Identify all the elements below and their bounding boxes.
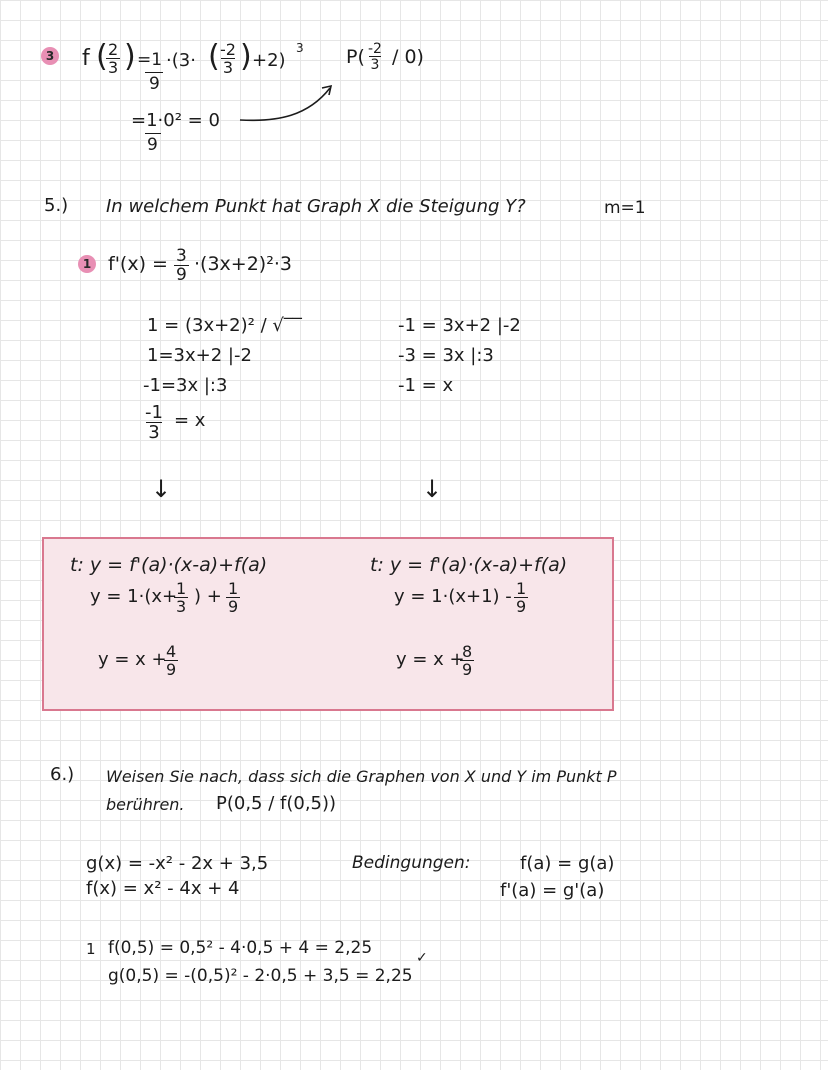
result-line: =1·0² = 0: [131, 110, 220, 131]
denominator: 3: [108, 58, 119, 77]
tangent-left-frac-2: [226, 581, 240, 615]
tangent-left-formula: t: y = f'(a)·(x-a)+f(a): [70, 554, 268, 576]
numerator: 4: [166, 642, 177, 661]
conditions-label: Bedingungen:: [352, 853, 471, 873]
function-label: f: [82, 46, 90, 71]
numerator: -1: [145, 402, 163, 423]
derivative-coefficient: [174, 248, 189, 284]
left-down-arrow: ↓: [151, 475, 172, 503]
denominator: 3: [176, 597, 187, 616]
section-number-6: 6.): [50, 764, 75, 785]
derivative-prefix: f'(x) =: [108, 253, 168, 275]
point-fraction: [366, 42, 384, 72]
denominator: 9: [228, 597, 239, 616]
right-step-2: -3 = 3x |:3: [398, 345, 494, 366]
paren-open: (: [96, 39, 108, 74]
denominator: 3: [370, 57, 380, 73]
numerator: 1: [176, 579, 187, 598]
given-slope: m=1: [604, 198, 646, 218]
section-6-point: P(0,5 / f(0,5)): [216, 793, 337, 814]
tangent-left-eq-mid: ) +: [194, 586, 222, 607]
inner-fraction: [218, 42, 238, 76]
paren-open-inner: (: [208, 39, 220, 74]
left-result-fraction: [143, 404, 165, 442]
denominator: 9: [462, 660, 473, 679]
numerator: 3: [176, 246, 187, 266]
right-down-arrow: ↓: [422, 475, 443, 503]
expression-dot-paren: ·(3·: [166, 50, 196, 71]
paren-close-inner: ): [240, 39, 252, 74]
result-line-denominator: 9: [147, 135, 158, 155]
left-step-1: 1 = (3x+2)² / √‾‾: [147, 315, 302, 336]
condition-2: f'(a) = g'(a): [500, 880, 605, 901]
tangent-right-formula: t: y = f'(a)·(x-a)+f(a): [370, 554, 568, 576]
right-step-3: -1 = x: [398, 375, 454, 396]
argument-fraction: [106, 42, 120, 76]
left-step-3: -1=3x |:3: [143, 375, 228, 396]
denominator: 3: [222, 58, 234, 77]
g-definition: g(x) = -x² - 2x + 3,5: [86, 853, 269, 874]
section-number-5: 5.): [44, 195, 69, 216]
denominator: 3: [148, 422, 160, 443]
f-definition: f(x) = x² - 4x + 4: [86, 878, 240, 899]
tangent-right-result-prefix: y = x +: [396, 649, 465, 670]
numerator: 1: [516, 579, 527, 598]
step-badge-1: 1: [78, 255, 96, 273]
calc-step-number: 1: [86, 940, 96, 958]
exponent: 3: [296, 41, 304, 55]
tangent-right-result-fraction: [460, 644, 474, 678]
condition-1: f(a) = g(a): [520, 853, 615, 874]
section-6-prompt-line-2: berühren.: [106, 795, 185, 814]
coefficient-bar: [145, 72, 163, 73]
numerator: 8: [462, 642, 473, 661]
left-step-2: 1=3x+2 |-2: [147, 345, 252, 366]
paren-close: ): [124, 39, 136, 74]
coefficient-denominator: 9: [149, 74, 160, 94]
section-5-question: In welchem Punkt hat Graph X die Steigung Y?: [106, 196, 526, 217]
denominator: 9: [166, 660, 177, 679]
right-step-1: -1 = 3x+2 |-2: [398, 315, 521, 336]
tangent-left-frac-1: [174, 581, 188, 615]
tangent-left-result-fraction: [164, 644, 178, 678]
denominator: 9: [176, 265, 187, 285]
numerator: -2: [220, 40, 236, 59]
denominator: 9: [516, 597, 527, 616]
derivative-suffix: ·(3x+2)²·3: [194, 253, 292, 275]
result-arrow: [238, 80, 338, 130]
tangent-right-eq-prefix: y = 1·(x+1) -: [394, 586, 512, 607]
plus-two: +2): [252, 50, 286, 71]
numerator: 1: [228, 579, 239, 598]
point-prefix: P(: [346, 46, 365, 68]
tangent-left-result-prefix: y = x +: [98, 649, 167, 670]
left-result-suffix: = x: [174, 410, 206, 431]
numerator: -2: [368, 41, 382, 57]
check-mark: ✓: [416, 950, 428, 966]
section-6-prompt-line-1: Weisen Sie nach, dass sich die Graphen von X und Y im Punkt P: [106, 767, 617, 786]
step-badge-3: 3: [41, 47, 59, 65]
equals-one: =1: [137, 50, 163, 70]
calc-g-value: g(0,5) = -(0,5)² - 2·0,5 + 3,5 = 2,25: [108, 966, 413, 986]
numerator: 2: [108, 40, 119, 59]
tangent-left-eq-prefix: y = 1·(x+: [90, 586, 178, 607]
tangent-right-frac: [514, 581, 528, 615]
calc-f-value: f(0,5) = 0,5² - 4·0,5 + 4 = 2,25: [108, 938, 373, 958]
point-suffix: / 0): [392, 46, 424, 68]
result-line-bar: [145, 133, 161, 134]
